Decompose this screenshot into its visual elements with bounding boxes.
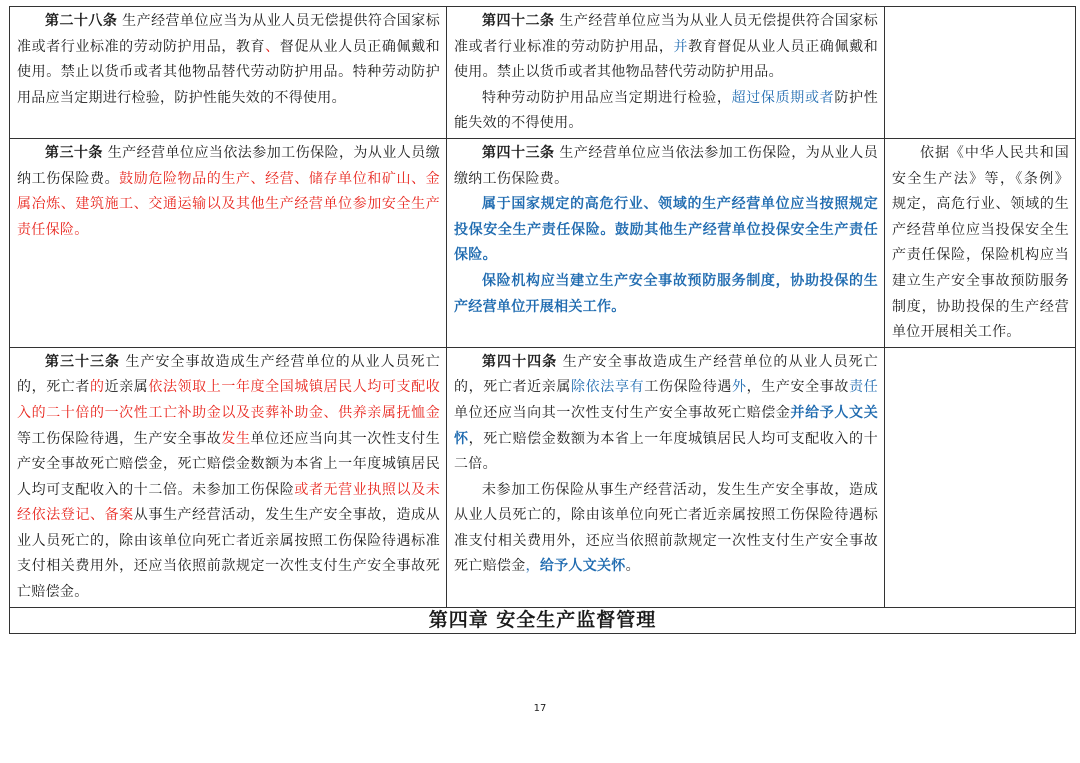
article-number: 第四十三条 xyxy=(482,144,555,161)
revised-article-cell xyxy=(447,7,885,139)
comparison-table-body xyxy=(10,7,1076,634)
article-number: 第三十三条 xyxy=(45,353,121,370)
article-paragraph xyxy=(454,478,878,580)
text-run: ，死亡赔偿金数额为本省上一年度城镇居民人均可支配收入的十二倍。 xyxy=(454,430,878,473)
article-paragraph xyxy=(454,192,878,269)
text-run: 责任 xyxy=(849,379,878,396)
article-paragraph xyxy=(454,350,878,478)
text-run: 鼓励危险物品的生产、经营、储存单位和矿山、金属冶炼、建筑施工、交通运输以及其他生产经营单位参加安全生产责任保险。 xyxy=(17,170,440,238)
original-article-cell xyxy=(10,347,447,607)
revised-article-cell xyxy=(447,347,885,607)
article-paragraph xyxy=(892,141,1069,346)
article-paragraph xyxy=(17,141,440,243)
text-run: 从事生产经营活动，发生生产安全事故，造成从业人员死亡的，除由该单位向死亡者近亲属按照工伤保险待遇标准支付相关费用外，还应当依照前款规定一次性支付生产安全事故死亡赔偿金。 xyxy=(17,507,440,601)
explanation-cell xyxy=(885,7,1076,139)
original-article-cell xyxy=(10,7,447,139)
chapter-heading-row xyxy=(10,607,1076,633)
explanation-cell xyxy=(885,138,1076,347)
text-run: 近亲属 xyxy=(104,379,149,396)
text-run: 外 xyxy=(732,379,747,396)
article-number: 第二十八条 xyxy=(45,13,118,29)
text-run: 生产经营单位应当为从业人员无偿提供符合国家标准或者行业标准的劳动防护用品，教育 xyxy=(17,13,441,55)
explanation-cell xyxy=(885,347,1076,607)
article-paragraph xyxy=(17,350,440,606)
table-row xyxy=(10,7,1076,139)
text-run: 依法领取上一年度全国城镇居民人均可支配收入的二十倍的一次性工亡补助金以及丧葬补助金、供养亲属抚恤金 xyxy=(17,379,441,421)
text-run: 给予人文关怀 xyxy=(539,558,626,575)
article-number: 第三十条 xyxy=(45,144,103,161)
article-paragraph xyxy=(454,9,878,86)
text-run: 防护性能失效的不得使用。 xyxy=(454,89,878,132)
revised-article-cell xyxy=(447,138,885,347)
text-run: 的 xyxy=(89,379,105,396)
text-run: 并 xyxy=(673,38,689,55)
text-run: 督促从业人员正确佩戴和使用。禁止以货币或者其他物品替代劳动防护用品。特种劳动防护用品应当定期进行检验，防护性能失效的不得使用。 xyxy=(17,38,440,106)
article-paragraph xyxy=(454,269,878,320)
text-run: ， xyxy=(525,558,540,575)
text-run: 单位还应当向其一次性支付生产安全事故死亡赔偿金，死亡赔偿金数额为本省上一年度城镇居民人均可支配收入的十二倍。未参加工伤保险 xyxy=(17,430,440,498)
comparison-table xyxy=(9,6,1076,634)
text-run: 。 xyxy=(625,558,640,575)
text-run: 属于国家规定的高危行业、领域的生产经营单位应当按照规定投保安全生产责任保险。鼓励其他生产经营单位投保安全生产责任保险。 xyxy=(454,196,878,264)
text-run: 超过保质期或者 xyxy=(731,89,835,106)
article-number: 第四十四条 xyxy=(482,353,558,370)
text-run: 除依法享有 xyxy=(571,379,645,396)
text-run: 单位还应当向其一次性支付生产安全事故死亡赔偿金 xyxy=(454,404,791,421)
text-run: 并给予人文关怀 xyxy=(454,404,878,447)
original-article-cell xyxy=(10,138,447,347)
chapter-title: 第四章 安全生产监督管理 xyxy=(10,607,1076,633)
article-paragraph xyxy=(17,9,440,111)
page-number: 17 xyxy=(533,703,547,714)
text-run: 依据《中华人民共和国安全生产法》等，《条例》规定，高危行业、领域的生产经营单位应当投保安全生产责任保险，保险机构应当建立生产安全事故预防服务制度，协助投保的生产经营单位开展相关工作。 xyxy=(892,144,1069,341)
text-run: 生产经营单位应当依法参加工伤保险，为从业人员缴纳工伤保险费。 xyxy=(17,144,441,187)
text-run: 生产经营单位应当为从业人员无偿提供符合国家标准或者行业标准的劳动防护用品， xyxy=(454,13,878,55)
table-row xyxy=(10,138,1076,347)
text-run: 发生 xyxy=(221,430,251,447)
text-run: 教育督促从业人员正确佩戴和使用。禁止以货币或者其他物品替代劳动防护用品。 xyxy=(454,38,879,81)
text-run: ，生产安全事故 xyxy=(746,379,850,396)
text-run: 或者无营业执照以及未经依法登记、备案 xyxy=(17,481,441,524)
text-run: 生产经营单位应当依法参加工伤保险，为从业人员缴纳工伤保险费。 xyxy=(454,144,878,187)
text-run: 未参加工伤保险从事生产经营活动，发生生产安全事故，造成从业人员死亡的，除由该单位向死亡者近亲属按照工伤保险待遇标准支付相关费用外，还应当依照前款规定一次性支付生产安全事故死亡赔偿金 xyxy=(454,481,878,575)
text-run: 工伤保险待遇 xyxy=(644,379,732,396)
text-run: 保险机构应当建立生产安全事故预防服务制度，协助投保的生产经营单位开展相关工作。 xyxy=(454,272,878,315)
text-run: 生产安全事故造成生产经营单位的从业人员死亡的，死亡者 xyxy=(17,353,440,396)
text-run: 特种劳动防护用品应当定期进行检验， xyxy=(482,89,732,106)
table-row xyxy=(10,347,1076,607)
article-paragraph xyxy=(454,141,878,192)
text-run: 、 xyxy=(265,38,280,55)
article-paragraph xyxy=(454,86,878,137)
article-number: 第四十二条 xyxy=(482,13,555,29)
text-run: 等工伤保险待遇，生产安全事故 xyxy=(17,430,222,447)
text-run: 生产安全事故造成生产经营单位的从业人员死亡的，死亡者近亲属 xyxy=(454,353,878,396)
